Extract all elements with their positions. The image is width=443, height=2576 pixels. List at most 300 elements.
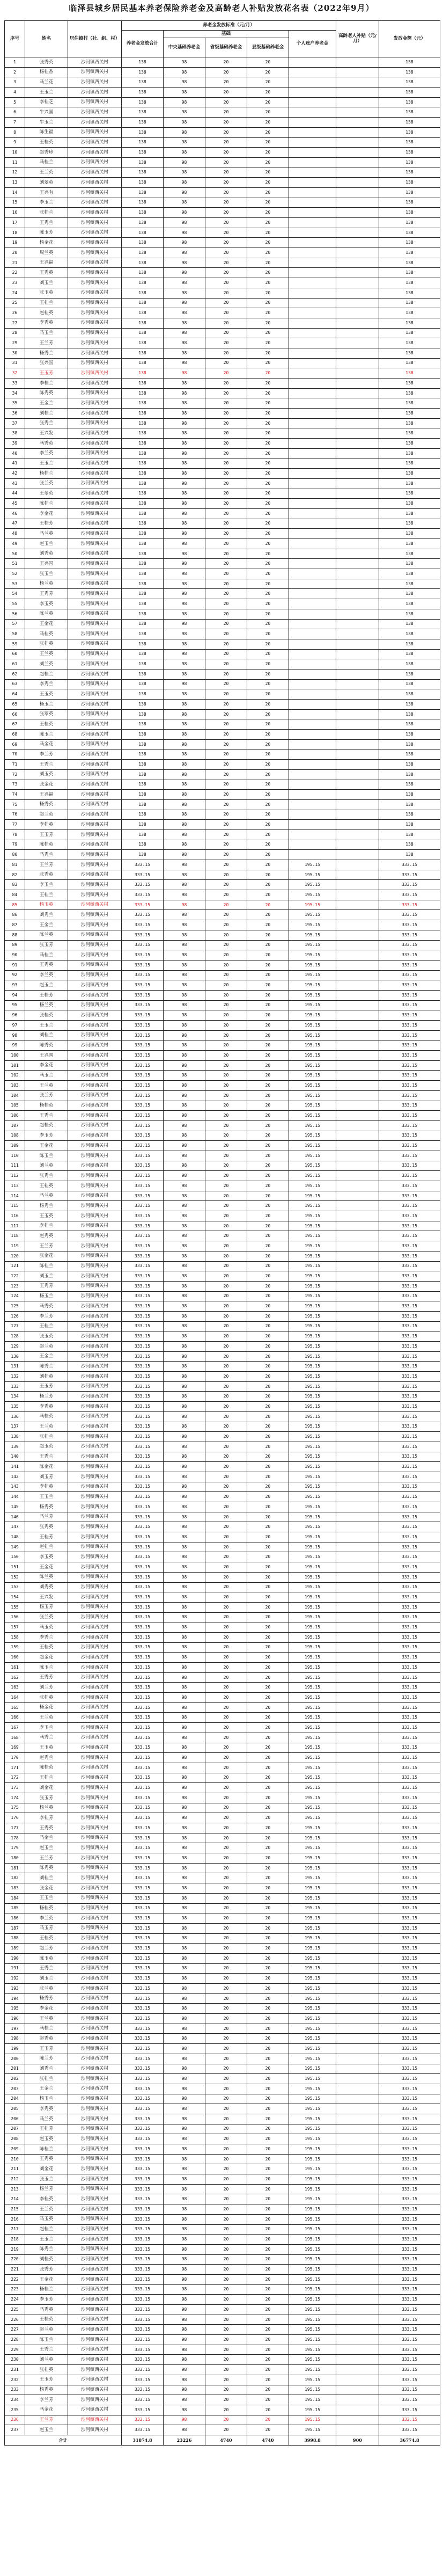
table-row xyxy=(5,1321,440,1331)
table-row xyxy=(5,489,440,499)
cell-pension-total: 333.15 xyxy=(122,2034,164,2044)
cell-name: 王桂芳 xyxy=(25,2124,68,2134)
cell-amount: 138 xyxy=(379,669,440,679)
cell-province: 20 xyxy=(205,599,247,609)
cell-county: 20 xyxy=(247,1632,289,1642)
cell-village: 沙河镇西关村 xyxy=(68,769,122,780)
cell-central: 98 xyxy=(164,1733,205,1743)
cell-province: 20 xyxy=(205,1803,247,1813)
cell-county: 20 xyxy=(247,107,289,118)
cell-name: 王金花 xyxy=(25,1562,68,1573)
cell-personal: 195.15 xyxy=(289,1933,336,1944)
cell-province: 20 xyxy=(205,910,247,920)
cell-amount: 333.15 xyxy=(379,2024,440,2034)
cell-county: 20 xyxy=(247,499,289,509)
cell-amount: 138 xyxy=(379,187,440,198)
table-row xyxy=(5,2295,440,2305)
cell-subsidy xyxy=(336,2235,379,2245)
cell-subsidy xyxy=(336,2124,379,2134)
table-row xyxy=(5,1101,440,1111)
cell-subsidy xyxy=(336,1572,379,1582)
cell-amount: 138 xyxy=(379,589,440,599)
cell-central: 98 xyxy=(164,1131,205,1141)
cell-central: 98 xyxy=(164,2154,205,2164)
cell-no: 171 xyxy=(5,1763,25,1773)
cell-central: 98 xyxy=(164,2355,205,2365)
table-row xyxy=(5,1803,440,1813)
cell-county: 20 xyxy=(247,368,289,379)
cell-province: 20 xyxy=(205,2024,247,2034)
cell-pension-total: 333.15 xyxy=(122,1933,164,1944)
table-row xyxy=(5,1743,440,1753)
cell-subsidy xyxy=(336,1181,379,1191)
cell-name: 张桂兰 xyxy=(25,1432,68,1442)
cell-county: 20 xyxy=(247,1392,289,1402)
cell-province: 20 xyxy=(205,1181,247,1191)
cell-amount: 333.15 xyxy=(379,2214,440,2224)
cell-province: 20 xyxy=(205,1974,247,1984)
cell-name: 刘玉兰 xyxy=(25,278,68,288)
cell-village: 沙河镇西关村 xyxy=(68,1572,122,1582)
cell-no: 207 xyxy=(5,2124,25,2134)
cell-subsidy xyxy=(336,639,379,649)
cell-personal: 195.15 xyxy=(289,1562,336,1573)
cell-province: 20 xyxy=(205,1773,247,1783)
cell-no: 79 xyxy=(5,840,25,850)
table-row xyxy=(5,1602,440,1612)
total-subsidy: 900 xyxy=(336,2435,379,2445)
cell-personal xyxy=(289,448,336,459)
table-row xyxy=(5,659,440,670)
cell-pension-total: 333.15 xyxy=(122,1683,164,1693)
cell-province: 20 xyxy=(205,77,247,88)
cell-personal: 195.15 xyxy=(289,1251,336,1261)
cell-amount: 333.15 xyxy=(379,1532,440,1542)
cell-pension-total: 333.15 xyxy=(122,1201,164,1211)
cell-personal: 195.15 xyxy=(289,1131,336,1141)
cell-no: 119 xyxy=(5,1241,25,1251)
cell-pension-total: 333.15 xyxy=(122,1502,164,1512)
cell-no: 167 xyxy=(5,1723,25,1733)
cell-central: 98 xyxy=(164,77,205,88)
cell-no: 72 xyxy=(5,769,25,780)
cell-central: 98 xyxy=(164,619,205,629)
cell-name: 王兰芳 xyxy=(25,1853,68,1864)
cell-no: 209 xyxy=(5,2144,25,2155)
cell-central: 98 xyxy=(164,428,205,439)
cell-province: 20 xyxy=(205,1381,247,1392)
cell-amount: 333.15 xyxy=(379,1010,440,1021)
cell-village: 沙河镇西关村 xyxy=(68,1953,122,1963)
cell-subsidy xyxy=(336,569,379,579)
cell-province: 20 xyxy=(205,1873,247,1883)
cell-subsidy xyxy=(336,398,379,409)
cell-county: 20 xyxy=(247,1241,289,1251)
cell-village: 沙河镇西关村 xyxy=(68,2094,122,2104)
cell-no: 223 xyxy=(5,2284,25,2295)
cell-no: 160 xyxy=(5,1653,25,1663)
cell-amount: 333.15 xyxy=(379,1071,440,1081)
cell-personal xyxy=(289,629,336,639)
table-row xyxy=(5,268,440,278)
cell-province: 20 xyxy=(205,880,247,890)
cell-pension-total: 333.15 xyxy=(122,1051,164,1061)
cell-village: 沙河镇西关村 xyxy=(68,1913,122,1924)
total-province: 4740 xyxy=(205,2435,247,2445)
cell-name: 刘兰英 xyxy=(25,2355,68,2365)
cell-village: 沙河镇西关村 xyxy=(68,358,122,368)
cell-pension-total: 138 xyxy=(122,168,164,178)
cell-no: 174 xyxy=(5,1793,25,1803)
cell-village: 沙河镇西关村 xyxy=(68,1893,122,1903)
cell-village: 沙河镇西关村 xyxy=(68,1171,122,1181)
cell-county: 20 xyxy=(247,1522,289,1532)
cell-pension-total: 333.15 xyxy=(122,2395,164,2405)
cell-village: 沙河镇西关村 xyxy=(68,2194,122,2204)
cell-pension-total: 333.15 xyxy=(122,1562,164,1573)
cell-no: 61 xyxy=(5,659,25,670)
table-row xyxy=(5,920,440,930)
cell-name: 王玉兰 xyxy=(25,2235,68,2245)
cell-province: 20 xyxy=(205,1823,247,1833)
cell-amount: 333.15 xyxy=(379,1221,440,1231)
cell-subsidy xyxy=(336,1622,379,1633)
cell-province: 20 xyxy=(205,749,247,760)
cell-subsidy xyxy=(336,2254,379,2265)
cell-village: 沙河镇西关村 xyxy=(68,1753,122,1763)
table-row xyxy=(5,2034,440,2044)
cell-amount: 138 xyxy=(379,730,440,740)
cell-central: 98 xyxy=(164,2164,205,2174)
cell-subsidy xyxy=(336,1532,379,1542)
cell-subsidy xyxy=(336,1351,379,1362)
cell-province: 20 xyxy=(205,719,247,730)
cell-province: 20 xyxy=(205,107,247,118)
cell-central: 98 xyxy=(164,469,205,479)
cell-province: 20 xyxy=(205,1612,247,1622)
cell-personal xyxy=(289,529,336,539)
cell-amount: 333.15 xyxy=(379,1672,440,1683)
cell-county: 20 xyxy=(247,1843,289,1853)
cell-subsidy xyxy=(336,1402,379,1412)
cell-subsidy xyxy=(336,418,379,428)
cell-central: 98 xyxy=(164,1211,205,1221)
table-row xyxy=(5,248,440,258)
cell-amount: 138 xyxy=(379,77,440,88)
cell-personal: 195.15 xyxy=(289,1372,336,1382)
cell-village: 沙河镇西关村 xyxy=(68,2315,122,2325)
cell-central: 98 xyxy=(164,910,205,920)
cell-amount: 333.15 xyxy=(379,1021,440,1031)
cell-subsidy xyxy=(336,1010,379,1021)
cell-county: 20 xyxy=(247,1532,289,1542)
cell-subsidy xyxy=(336,1251,379,1261)
cell-personal: 195.15 xyxy=(289,860,336,870)
cell-province: 20 xyxy=(205,348,247,358)
cell-name: 王兰英 xyxy=(25,2014,68,2024)
cell-no: 103 xyxy=(5,1081,25,1091)
cell-amount: 333.15 xyxy=(379,1984,440,1994)
cell-pension-total: 333.15 xyxy=(122,900,164,910)
cell-subsidy xyxy=(336,1632,379,1642)
cell-province: 20 xyxy=(205,589,247,599)
cell-province: 20 xyxy=(205,549,247,559)
cell-no: 104 xyxy=(5,1090,25,1101)
cell-personal: 195.15 xyxy=(289,2235,336,2245)
cell-amount: 333.15 xyxy=(379,2184,440,2194)
table-row xyxy=(5,1311,440,1321)
cell-central: 98 xyxy=(164,2144,205,2155)
cell-amount: 333.15 xyxy=(379,2154,440,2164)
cell-village: 沙河镇西关村 xyxy=(68,1402,122,1412)
cell-village: 沙河镇西关村 xyxy=(68,1342,122,1352)
cell-central: 98 xyxy=(164,689,205,700)
cell-pension-total: 333.15 xyxy=(122,1663,164,1673)
cell-county: 20 xyxy=(247,2365,289,2375)
cell-name: 李桂英 xyxy=(25,2194,68,2204)
cell-personal: 195.15 xyxy=(289,910,336,920)
cell-village: 沙河镇西关村 xyxy=(68,1141,122,1151)
cell-name: 马玉英 xyxy=(25,2214,68,2224)
cell-county: 20 xyxy=(247,208,289,218)
cell-name: 张桂兰 xyxy=(25,2074,68,2084)
cell-central: 98 xyxy=(164,1472,205,1482)
col-header-province: 省级基础养老金 xyxy=(205,38,247,57)
cell-pension-total: 333.15 xyxy=(122,1372,164,1382)
cell-village: 沙河镇西关村 xyxy=(68,168,122,178)
cell-name: 王桂英 xyxy=(25,1642,68,1653)
cell-no: 42 xyxy=(5,469,25,479)
cell-county: 20 xyxy=(247,1301,289,1312)
cell-subsidy xyxy=(336,1452,379,1462)
cell-name: 杨秀英 xyxy=(25,2385,68,2395)
cell-subsidy xyxy=(336,379,379,389)
cell-amount: 138 xyxy=(379,799,440,810)
cell-pension-total: 333.15 xyxy=(122,1653,164,1663)
cell-no: 129 xyxy=(5,1342,25,1352)
table-row xyxy=(5,1572,440,1582)
cell-county: 20 xyxy=(247,2144,289,2155)
cell-province: 20 xyxy=(205,2284,247,2295)
cell-county: 20 xyxy=(247,1723,289,1733)
cell-amount: 333.15 xyxy=(379,1111,440,1121)
cell-subsidy xyxy=(336,1261,379,1271)
cell-amount: 333.15 xyxy=(379,1783,440,1793)
cell-pension-total: 138 xyxy=(122,298,164,308)
cell-no: 85 xyxy=(5,900,25,910)
cell-name: 李兰芳 xyxy=(25,749,68,760)
cell-no: 197 xyxy=(5,2024,25,2034)
cell-village: 沙河镇西关村 xyxy=(68,1702,122,1713)
cell-central: 98 xyxy=(164,439,205,449)
cell-no: 100 xyxy=(5,1051,25,1061)
cell-province: 20 xyxy=(205,208,247,218)
cell-personal: 195.15 xyxy=(289,1993,336,2004)
cell-personal: 195.15 xyxy=(289,1402,336,1412)
cell-name: 刘秀英 xyxy=(25,549,68,559)
table-row xyxy=(5,980,440,991)
cell-province: 20 xyxy=(205,2365,247,2375)
cell-village: 沙河镇西关村 xyxy=(68,2104,122,2114)
cell-village: 沙河镇西关村 xyxy=(68,1622,122,1633)
cell-no: 232 xyxy=(5,2375,25,2385)
cell-village: 沙河镇西关村 xyxy=(68,1071,122,1081)
cell-pension-total: 333.15 xyxy=(122,2295,164,2305)
cell-name: 张桂兰 xyxy=(25,208,68,218)
cell-province: 20 xyxy=(205,739,247,749)
cell-no: 16 xyxy=(5,208,25,218)
cell-personal: 195.15 xyxy=(289,2305,336,2315)
table-row xyxy=(5,1151,440,1161)
cell-province: 20 xyxy=(205,970,247,980)
cell-province: 20 xyxy=(205,508,247,519)
cell-pension-total: 333.15 xyxy=(122,2104,164,2114)
cell-name: 刘金花 xyxy=(25,1783,68,1793)
cell-province: 20 xyxy=(205,398,247,409)
table-row xyxy=(5,1863,440,1873)
cell-pension-total: 333.15 xyxy=(122,1893,164,1903)
cell-pension-total: 333.15 xyxy=(122,1351,164,1362)
cell-no: 36 xyxy=(5,409,25,419)
cell-province: 20 xyxy=(205,127,247,137)
cell-amount: 333.15 xyxy=(379,990,440,1000)
cell-central: 98 xyxy=(164,1000,205,1010)
cell-personal: 195.15 xyxy=(289,1984,336,1994)
cell-province: 20 xyxy=(205,1010,247,1021)
cell-amount: 138 xyxy=(379,840,440,850)
cell-amount: 138 xyxy=(379,829,440,840)
cell-pension-total: 138 xyxy=(122,659,164,670)
cell-village: 沙河镇西关村 xyxy=(68,268,122,278)
cell-county: 20 xyxy=(247,1502,289,1512)
cell-province: 20 xyxy=(205,940,247,950)
cell-personal: 195.15 xyxy=(289,1271,336,1282)
cell-name: 赵桂兰 xyxy=(25,669,68,679)
cell-no: 183 xyxy=(5,1883,25,1894)
cell-pension-total: 333.15 xyxy=(122,2224,164,2235)
cell-subsidy xyxy=(336,1552,379,1562)
cell-central: 98 xyxy=(164,67,205,77)
cell-amount: 138 xyxy=(379,850,440,860)
cell-province: 20 xyxy=(205,1552,247,1562)
cell-personal: 195.15 xyxy=(289,2104,336,2114)
cell-pension-total: 138 xyxy=(122,198,164,208)
cell-amount: 333.15 xyxy=(379,1562,440,1573)
cell-no: 136 xyxy=(5,1411,25,1422)
table-row xyxy=(5,298,440,308)
cell-village: 沙河镇西关村 xyxy=(68,1432,122,1442)
cell-province: 20 xyxy=(205,1653,247,1663)
cell-no: 192 xyxy=(5,1974,25,1984)
cell-county: 20 xyxy=(247,1733,289,1743)
cell-village: 沙河镇西关村 xyxy=(68,2114,122,2124)
cell-province: 20 xyxy=(205,2265,247,2275)
cell-no: 82 xyxy=(5,870,25,880)
cell-central: 98 xyxy=(164,1803,205,1813)
cell-no: 96 xyxy=(5,1010,25,1021)
cell-central: 98 xyxy=(164,639,205,649)
cell-amount: 333.15 xyxy=(379,1191,440,1201)
table-row xyxy=(5,2114,440,2124)
cell-subsidy xyxy=(336,77,379,88)
cell-subsidy xyxy=(336,900,379,910)
table-row xyxy=(5,1993,440,2004)
cell-county: 20 xyxy=(247,168,289,178)
cell-subsidy xyxy=(336,228,379,238)
cell-amount: 333.15 xyxy=(379,1974,440,1984)
cell-province: 20 xyxy=(205,1963,247,1974)
table-row xyxy=(5,1953,440,1963)
cell-amount: 333.15 xyxy=(379,2124,440,2134)
cell-no: 213 xyxy=(5,2184,25,2194)
cell-county: 20 xyxy=(247,2054,289,2064)
cell-pension-total: 333.15 xyxy=(122,1743,164,1753)
cell-personal: 195.15 xyxy=(289,880,336,890)
cell-village: 沙河镇西关村 xyxy=(68,2335,122,2345)
cell-name: 陈兰芳 xyxy=(25,2054,68,2064)
cell-central: 98 xyxy=(164,97,205,107)
cell-no: 172 xyxy=(5,1773,25,1783)
cell-name: 牛玉兰 xyxy=(25,118,68,128)
cell-personal: 195.15 xyxy=(289,1683,336,1693)
cell-county: 20 xyxy=(247,519,289,529)
cell-subsidy xyxy=(336,880,379,890)
cell-province: 20 xyxy=(205,2004,247,2014)
cell-amount: 333.15 xyxy=(379,1261,440,1271)
cell-pension-total: 138 xyxy=(122,97,164,107)
cell-pension-total: 333.15 xyxy=(122,1231,164,1241)
cell-village: 沙河镇西关村 xyxy=(68,2274,122,2284)
cell-province: 20 xyxy=(205,700,247,710)
cell-pension-total: 333.15 xyxy=(122,2124,164,2134)
cell-name: 李玉兰 xyxy=(25,880,68,890)
cell-subsidy xyxy=(336,2415,379,2425)
cell-county: 20 xyxy=(247,1683,289,1693)
cell-village: 沙河镇西关村 xyxy=(68,1773,122,1783)
cell-pension-total: 138 xyxy=(122,379,164,389)
cell-subsidy xyxy=(336,388,379,398)
cell-central: 98 xyxy=(164,137,205,148)
cell-province: 20 xyxy=(205,1702,247,1713)
cell-pension-total: 138 xyxy=(122,88,164,98)
cell-province: 20 xyxy=(205,1291,247,1301)
cell-amount: 333.15 xyxy=(379,2315,440,2325)
cell-central: 98 xyxy=(164,2274,205,2284)
cell-amount: 333.15 xyxy=(379,2164,440,2174)
cell-province: 20 xyxy=(205,1231,247,1241)
table-row xyxy=(5,57,440,68)
cell-name: 陈玉兰 xyxy=(25,2335,68,2345)
cell-amount: 333.15 xyxy=(379,2194,440,2204)
cell-county: 20 xyxy=(247,930,289,940)
cell-central: 98 xyxy=(164,2084,205,2094)
cell-amount: 333.15 xyxy=(379,1582,440,1592)
cell-name: 陈兰英 xyxy=(25,930,68,940)
table-row xyxy=(5,1261,440,1271)
cell-subsidy xyxy=(336,1793,379,1803)
table-row xyxy=(5,1241,440,1251)
cell-name: 刘秀兰 xyxy=(25,2064,68,2074)
cell-village: 沙河镇西关村 xyxy=(68,719,122,730)
cell-no: 224 xyxy=(5,2295,25,2305)
cell-name: 王兰芳 xyxy=(25,2415,68,2425)
cell-province: 20 xyxy=(205,178,247,188)
cell-amount: 138 xyxy=(379,469,440,479)
cell-name: 王兰英 xyxy=(25,2204,68,2215)
cell-subsidy xyxy=(336,1301,379,1312)
cell-province: 20 xyxy=(205,469,247,479)
cell-subsidy xyxy=(336,1502,379,1512)
